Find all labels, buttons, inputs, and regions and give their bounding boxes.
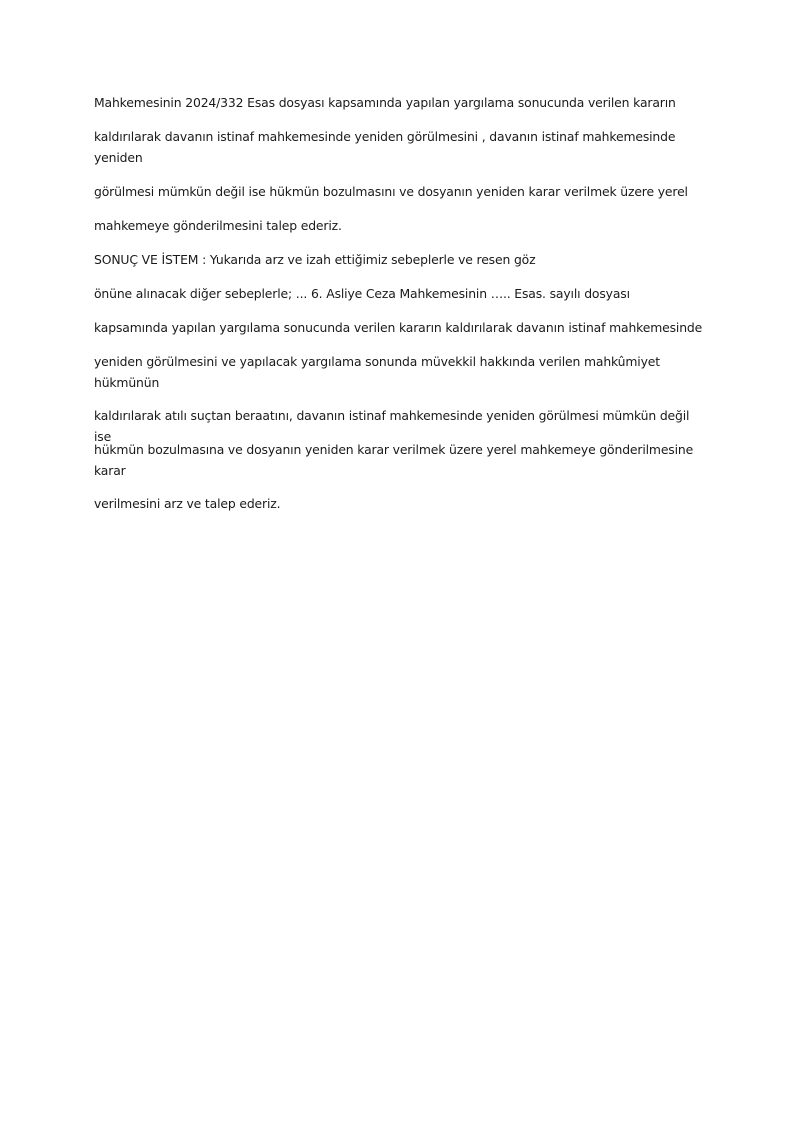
paragraph-10: hükmün bozulmasına ve dosyanın yeniden karar verilmek üzere yerel mahkemeye gönderilmesine karar (94, 442, 694, 478)
paragraph-5-sonuc-ve-istem: SONUÇ VE İSTEM : Yukarıda arz ve izah ettiğimiz sebeplerle ve resen göz (94, 252, 536, 267)
paragraph-1: Mahkemesinin 2024/332 Esas dosyası kapsamında yapılan yargılama sonucunda verilen kararın (94, 95, 676, 110)
paragraph-6: önüne alınacak diğer sebeplerle; ... 6. Asliye Ceza Mahkemesinin ….. Esas. sayılı dosyası (94, 286, 630, 301)
paragraph-4: mahkemeye gönderilmesini talep ederiz. (94, 218, 342, 233)
paragraph-7: kapsamında yapılan yargılama sonucunda verilen kararın kaldırılarak davanın istinaf mahkemesinde (94, 320, 703, 335)
paragraph-2: kaldırılarak davanın istinaf mahkemesinde yeniden görülmesini , davanın istinaf mahkemesinde yeniden (94, 129, 676, 165)
paragraph-3: görülmesi mümkün değil ise hükmün bozulmasını ve dosyanın yeniden karar verilmek üzere yerel (94, 184, 688, 199)
paragraph-8: yeniden görülmesini ve yapılacak yargılama sonunda müvekkil hakkında verilen mahkûmiyet hükmünün (94, 354, 660, 390)
paragraph-9: kaldırılarak atılı suçtan beraatını, davanın istinaf mahkemesinde yeniden görülmesi mümkün değil ise (94, 408, 690, 444)
paragraph-11: verilmesini arz ve talep ederiz. (94, 496, 281, 511)
